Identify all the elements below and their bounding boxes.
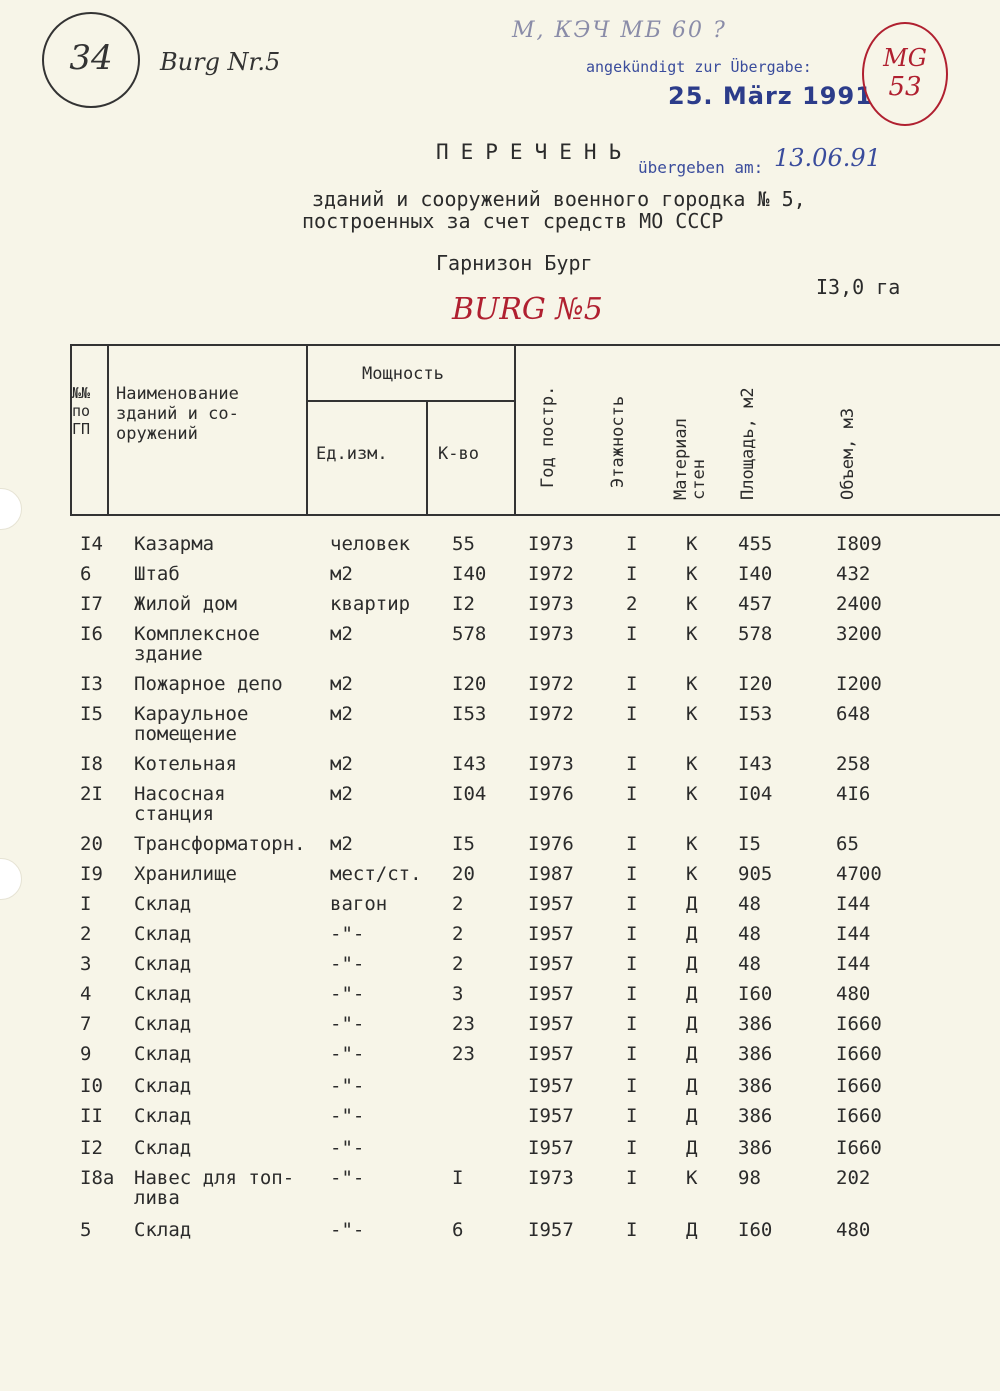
cell-qty: 2: [452, 953, 464, 975]
cell-material: Д: [686, 1075, 698, 1097]
cell-year: I976: [528, 833, 574, 855]
cell-floors: I: [626, 893, 638, 915]
header-year: Год постр.: [538, 385, 558, 488]
cell-material: К: [686, 623, 698, 645]
cell-name: [134, 784, 226, 824]
cell-year: I973: [528, 1167, 574, 1189]
cell-qty: I20: [452, 673, 487, 695]
cell-floors: I: [626, 533, 638, 555]
header-num-line: по: [72, 402, 91, 420]
cell-year: I957: [528, 953, 574, 975]
header-name-line: Наименование: [116, 384, 239, 404]
mg-circle-line1: MG: [883, 44, 927, 72]
cell-qty: 2: [452, 893, 464, 915]
cell-qty: 55: [452, 533, 475, 555]
cell-unit: м2: [330, 833, 353, 855]
cell-area: 48: [738, 923, 761, 945]
table-row: [0, 834, 1000, 862]
cell-name-line: Комплексное: [134, 623, 260, 645]
burg-red-annotation: BURG №5: [452, 292, 603, 327]
cell-floors: I: [626, 1167, 638, 1189]
table-row: [0, 924, 1000, 952]
cell-name-line: станция: [134, 803, 215, 825]
cell-unit: мест/ст.: [330, 863, 422, 885]
cell-qty: I43: [452, 753, 487, 775]
cell-year: I987: [528, 863, 574, 885]
cell-name: [134, 924, 191, 944]
cell-floors: I: [626, 703, 638, 725]
header-floors: Этажность: [608, 395, 628, 488]
cell-name: [134, 1138, 191, 1158]
cell-area: 386: [738, 1105, 773, 1127]
punch-hole: [0, 488, 22, 530]
cell-volume: I660: [836, 1075, 882, 1097]
cell-qty: 3: [452, 983, 464, 1005]
cell-qty: I40: [452, 563, 487, 585]
cell-name-line: Караульное: [134, 703, 249, 725]
table-row: [0, 1014, 1000, 1042]
table-row: [0, 864, 1000, 892]
cell-material: Д: [686, 923, 698, 945]
cell-name: [134, 704, 248, 744]
header-capacity: Мощность: [362, 364, 444, 384]
cell-material: К: [686, 783, 698, 805]
cell-name: [134, 1168, 294, 1208]
cell-material: К: [686, 533, 698, 555]
cell-area: I60: [738, 1219, 773, 1241]
cell-name-line: Жилой дом: [134, 593, 237, 615]
cell-volume: 432: [836, 563, 871, 585]
cell-floors: I: [626, 1219, 638, 1241]
cell-name: [134, 894, 191, 914]
cell-floors: I: [626, 1043, 638, 1065]
col-divider: [107, 344, 109, 516]
table-row: [0, 594, 1000, 622]
circled-number-text: 34: [69, 38, 113, 78]
cell-num: I4: [80, 533, 103, 555]
cell-material: К: [686, 833, 698, 855]
table-row: [0, 754, 1000, 782]
cell-name-line: Склад: [134, 1219, 192, 1241]
header-area: Площадь, м2: [738, 387, 758, 500]
cell-floors: I: [626, 923, 638, 945]
cell-area: I43: [738, 753, 773, 775]
cell-num: I8: [80, 753, 103, 775]
cell-volume: I44: [836, 893, 871, 915]
cell-num: I6: [80, 623, 103, 645]
cell-volume: 65: [836, 833, 859, 855]
cell-material: Д: [686, 1043, 698, 1065]
cell-area: 455: [738, 533, 773, 555]
cell-area: 48: [738, 953, 761, 975]
cell-unit: м2: [330, 753, 353, 775]
cell-area: 578: [738, 623, 773, 645]
cell-qty: I2: [452, 593, 475, 615]
cell-num: 20: [80, 833, 103, 855]
cell-name-line: Склад: [134, 923, 192, 945]
cell-unit: квартир: [330, 593, 411, 615]
cell-area: 386: [738, 1013, 773, 1035]
cell-area: I53: [738, 703, 773, 725]
cell-name: [134, 834, 306, 854]
cell-name: [134, 564, 180, 584]
header-volume: Объем, м3: [838, 407, 858, 500]
circled-page-number: [42, 12, 140, 108]
cell-qty: I5: [452, 833, 475, 855]
cell-name: [134, 594, 237, 614]
cell-name: [134, 954, 191, 974]
cell-floors: I: [626, 863, 638, 885]
cell-year: I973: [528, 753, 574, 775]
cell-area: 386: [738, 1137, 773, 1159]
col-divider: [514, 344, 516, 516]
header-material: [672, 418, 708, 500]
cell-area: I04: [738, 783, 773, 805]
cell-floors: I: [626, 783, 638, 805]
cell-volume: I809: [836, 533, 882, 555]
cell-unit: -"-: [330, 953, 365, 975]
cell-name-line: Навес для топ-: [134, 1167, 295, 1189]
cell-area: 386: [738, 1075, 773, 1097]
cell-unit: вагон: [330, 893, 388, 915]
cell-material: К: [686, 703, 698, 725]
cell-name-line: Насосная: [134, 783, 226, 805]
cell-material: К: [686, 563, 698, 585]
table-row: [0, 623, 1000, 665]
cell-name-line: Штаб: [134, 563, 180, 585]
cell-num: I5: [80, 703, 103, 725]
handwritten-kech-note: М, КЭЧ МБ 60 ?: [512, 18, 727, 43]
cell-year: I957: [528, 893, 574, 915]
cell-name: [134, 534, 214, 554]
cell-year: I957: [528, 1219, 574, 1241]
cell-num: I7: [80, 593, 103, 615]
cell-num: 2: [80, 923, 92, 945]
cell-material: К: [686, 863, 698, 885]
cell-num: I0: [80, 1075, 103, 1097]
cell-num: I2: [80, 1137, 103, 1159]
cell-unit: -"-: [330, 1167, 365, 1189]
cell-unit: -"-: [330, 1075, 365, 1097]
cell-year: I976: [528, 783, 574, 805]
cell-name-line: Склад: [134, 1137, 192, 1159]
document-subtitle-line1: зданий и сооружений военного городка № 5,: [312, 187, 806, 211]
cell-name: [134, 1014, 191, 1034]
cell-floors: I: [626, 563, 638, 585]
table-row: [0, 1167, 1000, 1209]
cell-name-line: Склад: [134, 1105, 192, 1127]
cell-unit: -"-: [330, 1043, 365, 1065]
cell-unit: -"-: [330, 983, 365, 1005]
cell-name: [134, 1076, 191, 1096]
cell-volume: 3200: [836, 623, 882, 645]
col-divider: [426, 400, 428, 516]
cell-volume: 480: [836, 983, 871, 1005]
cell-year: I957: [528, 1013, 574, 1035]
cell-year: I973: [528, 533, 574, 555]
header-material-line: стен: [689, 459, 709, 500]
cell-floors: I: [626, 1013, 638, 1035]
cell-name-line: Пожарное депо: [134, 673, 283, 695]
cell-volume: 480: [836, 1219, 871, 1241]
header-name-line: зданий и со-: [116, 404, 239, 424]
table-row: [0, 783, 1000, 825]
cell-year: I957: [528, 983, 574, 1005]
table-row: [0, 894, 1000, 922]
cell-name-line: здание: [134, 643, 203, 665]
document-subtitle-line2: построенных за счет средств МО СССР: [302, 209, 724, 233]
cell-volume: I660: [836, 1043, 882, 1065]
cell-floors: I: [626, 1075, 638, 1097]
cell-name-line: Склад: [134, 1013, 192, 1035]
cell-num: 2I: [80, 783, 103, 805]
header-name-line: оружений: [116, 424, 198, 444]
cell-volume: I660: [836, 1137, 882, 1159]
header-name: [116, 384, 239, 444]
cell-year: I957: [528, 1043, 574, 1065]
cell-num: 6: [80, 563, 92, 585]
header-unit: Ед.изм.: [316, 444, 388, 464]
cell-name-line: Склад: [134, 1075, 192, 1097]
cell-num: I8а: [80, 1167, 115, 1189]
uebergeben-label: übergeben am:: [638, 158, 764, 177]
capacity-divider: [306, 400, 514, 402]
cell-year: I957: [528, 1105, 574, 1127]
table-header-bottom-border: [70, 514, 1000, 516]
cell-name: [134, 1044, 191, 1064]
cell-volume: 2400: [836, 593, 882, 615]
table-row: [0, 564, 1000, 592]
cell-num: I9: [80, 863, 103, 885]
table-row: [0, 1076, 1000, 1104]
cell-qty: 578: [452, 623, 487, 645]
cell-name-line: Казарма: [134, 533, 215, 555]
cell-volume: I660: [836, 1105, 882, 1127]
cell-material: Д: [686, 953, 698, 975]
cell-unit: м2: [330, 623, 353, 645]
cell-area: 98: [738, 1167, 761, 1189]
cell-floors: I: [626, 753, 638, 775]
header-num-line: ГП: [72, 420, 91, 438]
cell-area: 386: [738, 1043, 773, 1065]
cell-name: [134, 1220, 191, 1240]
cell-name-line: Хранилище: [134, 863, 237, 885]
header-qty: К-во: [438, 444, 479, 464]
table-row: [0, 1138, 1000, 1166]
table-top-border: [70, 344, 1000, 346]
cell-qty: 23: [452, 1013, 475, 1035]
cell-qty: I53: [452, 703, 487, 725]
cell-name-line: Склад: [134, 953, 192, 975]
cell-name: [134, 864, 237, 884]
cell-year: I973: [528, 623, 574, 645]
table-row: [0, 1044, 1000, 1072]
cell-floors: I: [626, 673, 638, 695]
stamp-date: 25. März 1991: [668, 82, 873, 110]
cell-qty: 6: [452, 1219, 464, 1241]
cell-material: Д: [686, 1105, 698, 1127]
cell-year: I972: [528, 563, 574, 585]
table-row: [0, 1106, 1000, 1134]
total-area: I3,0 га: [816, 275, 901, 299]
cell-floors: I: [626, 983, 638, 1005]
cell-material: Д: [686, 1013, 698, 1035]
cell-volume: I44: [836, 953, 871, 975]
cell-unit: человек: [330, 533, 411, 555]
cell-floors: I: [626, 1105, 638, 1127]
mg-circle-stamp: [862, 22, 948, 126]
handwritten-burg-note: Burg Nr.5: [160, 48, 281, 76]
cell-qty: 23: [452, 1043, 475, 1065]
cell-name: [134, 754, 237, 774]
cell-floors: 2: [626, 593, 638, 615]
cell-area: I5: [738, 833, 761, 855]
cell-num: 9: [80, 1043, 92, 1065]
cell-material: Д: [686, 983, 698, 1005]
document-title: ПЕРЕЧЕНЬ: [436, 140, 634, 164]
header-num-line: №№: [72, 384, 91, 402]
cell-volume: 4700: [836, 863, 882, 885]
cell-name-line: Склад: [134, 983, 192, 1005]
cell-unit: -"-: [330, 1137, 365, 1159]
cell-year: I972: [528, 673, 574, 695]
cell-volume: 4I6: [836, 783, 871, 805]
table-row: [0, 984, 1000, 1012]
cell-name-line: Котельная: [134, 753, 237, 775]
cell-name-line: Трансформаторн.: [134, 833, 306, 855]
cell-num: I3: [80, 673, 103, 695]
cell-num: 7: [80, 1013, 92, 1035]
cell-unit: м2: [330, 783, 353, 805]
cell-material: Д: [686, 1137, 698, 1159]
cell-floors: I: [626, 1137, 638, 1159]
cell-name-line: лива: [134, 1187, 180, 1209]
cell-year: I957: [528, 1137, 574, 1159]
cell-qty: I04: [452, 783, 487, 805]
cell-name: [134, 674, 283, 694]
cell-name-line: помещение: [134, 723, 237, 745]
cell-unit: м2: [330, 703, 353, 725]
cell-unit: -"-: [330, 1219, 365, 1241]
header-num: [72, 384, 90, 438]
cell-unit: -"-: [330, 1105, 365, 1127]
cell-material: К: [686, 673, 698, 695]
cell-floors: I: [626, 623, 638, 645]
cell-num: I: [80, 893, 92, 915]
cell-year: I973: [528, 593, 574, 615]
cell-qty: I: [452, 1167, 464, 1189]
cell-material: Д: [686, 1219, 698, 1241]
stamp-label: angekündigt zur Übergabe:: [586, 58, 812, 76]
cell-unit: -"-: [330, 1013, 365, 1035]
cell-unit: м2: [330, 673, 353, 695]
cell-area: 457: [738, 593, 773, 615]
cell-num: 3: [80, 953, 92, 975]
cell-area: 48: [738, 893, 761, 915]
cell-volume: 648: [836, 703, 871, 725]
cell-floors: I: [626, 833, 638, 855]
cell-unit: м2: [330, 563, 353, 585]
cell-year: I957: [528, 923, 574, 945]
cell-volume: I44: [836, 923, 871, 945]
cell-volume: I660: [836, 1013, 882, 1035]
cell-num: 5: [80, 1219, 92, 1241]
mg-circle-line2: 53: [888, 72, 922, 102]
cell-name-line: Склад: [134, 893, 192, 915]
header-material-line: Материал: [671, 418, 691, 500]
table-row: [0, 674, 1000, 702]
cell-qty: 20: [452, 863, 475, 885]
cell-material: Д: [686, 893, 698, 915]
cell-year: I957: [528, 1075, 574, 1097]
col-divider: [306, 344, 308, 516]
cell-area: I40: [738, 563, 773, 585]
cell-floors: I: [626, 953, 638, 975]
cell-num: 4: [80, 983, 92, 1005]
cell-year: I972: [528, 703, 574, 725]
cell-area: 905: [738, 863, 773, 885]
garrison-name: Гарнизон Бург: [436, 251, 593, 275]
cell-material: К: [686, 1167, 698, 1189]
cell-material: К: [686, 593, 698, 615]
cell-name: [134, 624, 260, 664]
cell-name: [134, 1106, 191, 1126]
cell-volume: 202: [836, 1167, 871, 1189]
cell-volume: I200: [836, 673, 882, 695]
cell-name: [134, 984, 191, 1004]
cell-area: I20: [738, 673, 773, 695]
cell-qty: 2: [452, 923, 464, 945]
cell-name-line: Склад: [134, 1043, 192, 1065]
table-row: [0, 534, 1000, 562]
cell-area: I60: [738, 983, 773, 1005]
table-row: [0, 703, 1000, 745]
cell-num: II: [80, 1105, 103, 1127]
cell-unit: -"-: [330, 923, 365, 945]
table-row: [0, 954, 1000, 982]
cell-volume: 258: [836, 753, 871, 775]
cell-material: К: [686, 753, 698, 775]
table-row: [0, 1220, 1000, 1248]
uebergeben-date: 13.06.91: [774, 144, 881, 172]
